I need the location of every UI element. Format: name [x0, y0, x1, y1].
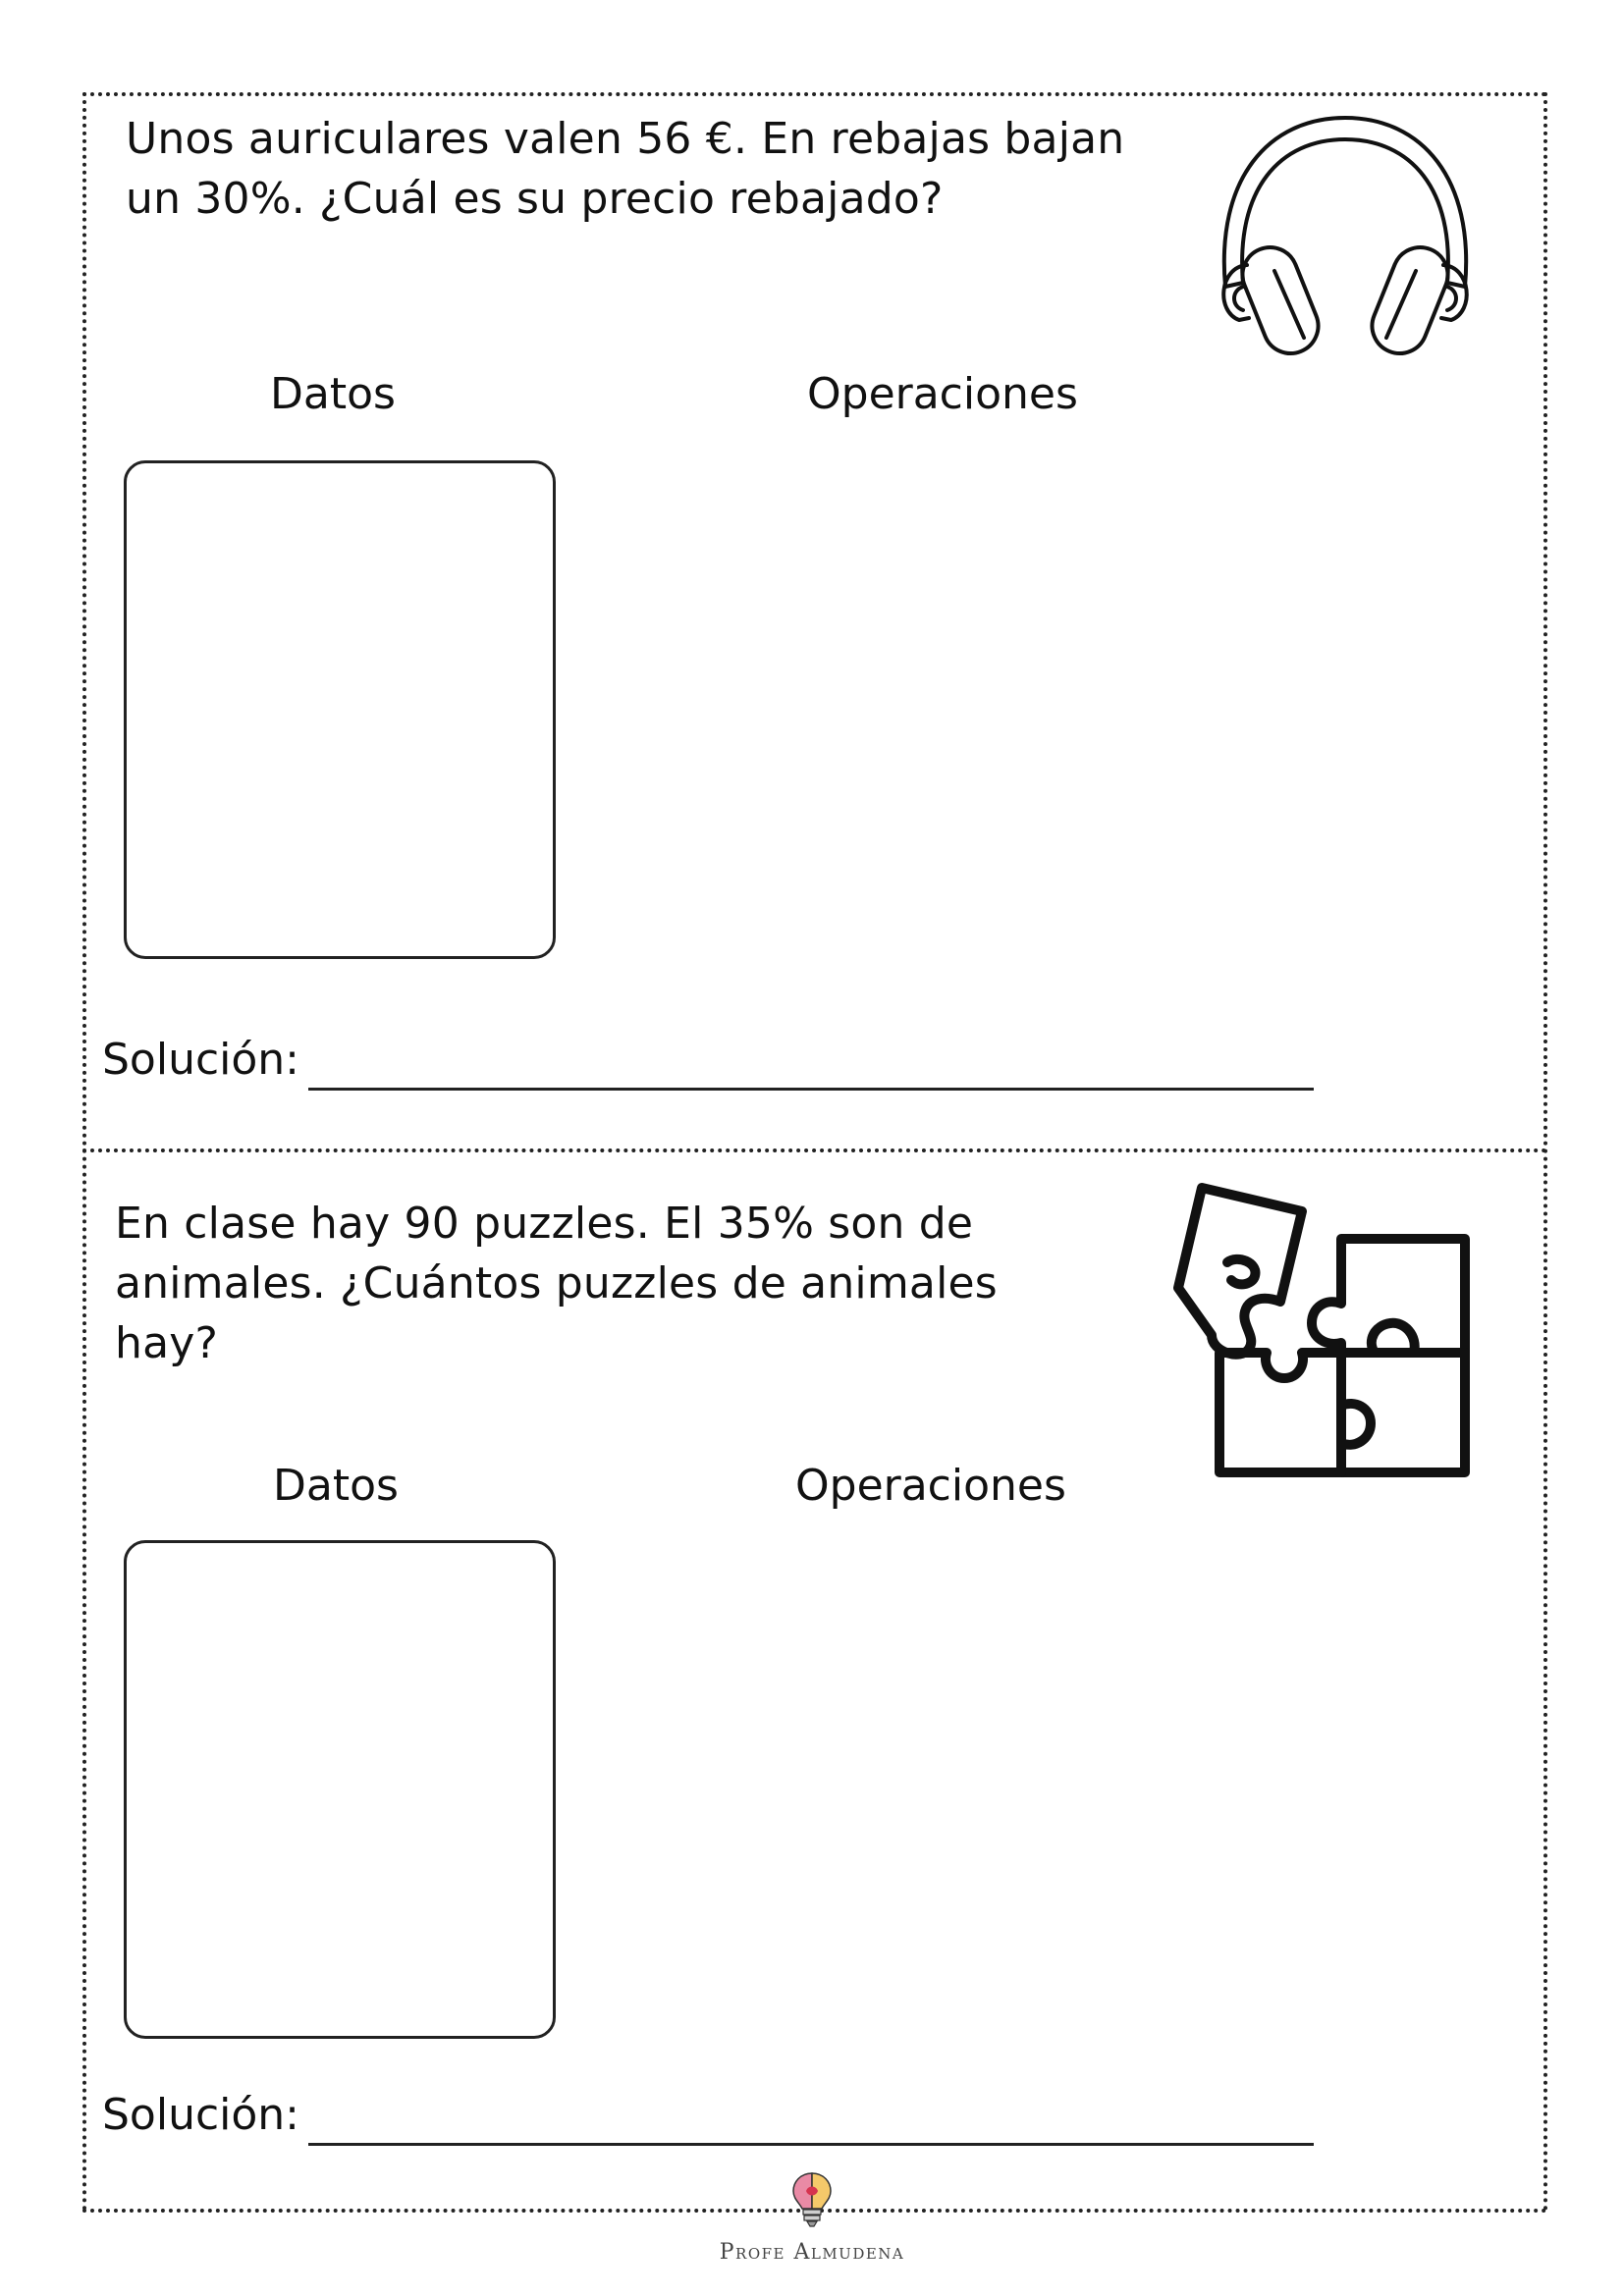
- operaciones-label: Operaciones: [807, 369, 1078, 419]
- problem-2-text-line: En clase hay 90 puzzles. El 35% son de: [115, 1199, 974, 1249]
- footer-brand: Profe Almudena: [719, 2240, 905, 2265]
- datos-label: Datos: [270, 369, 396, 419]
- problem-2-text: [115, 1194, 998, 1373]
- puzzle-icon: [1168, 1178, 1483, 1490]
- problem-1-text-line: un 30%. ¿Cuál es su precio rebajado?: [126, 174, 944, 224]
- solucion-label: Solución:: [102, 1035, 300, 1085]
- solucion-label: Solución:: [102, 2090, 300, 2140]
- problem-1-text-line: Unos auriculares valen 56 €. En rebajas bajan: [126, 114, 1125, 164]
- solucion-answer-line[interactable]: [308, 1088, 1314, 1091]
- section-divider: [82, 1148, 1547, 1152]
- datos-answer-box[interactable]: [124, 460, 556, 959]
- lightbulb-brain-logo: [790, 2169, 834, 2230]
- operaciones-label: Operaciones: [795, 1461, 1066, 1511]
- datos-answer-box[interactable]: [124, 1540, 556, 2039]
- problem-2-text-line: hay?: [115, 1318, 219, 1368]
- headphones-icon: [1210, 110, 1481, 361]
- solucion-answer-line[interactable]: [308, 2143, 1314, 2146]
- problem-2-text-line: animales. ¿Cuántos puzzles de animales: [115, 1258, 998, 1308]
- datos-label: Datos: [273, 1461, 399, 1511]
- problem-1-text: [126, 109, 1124, 229]
